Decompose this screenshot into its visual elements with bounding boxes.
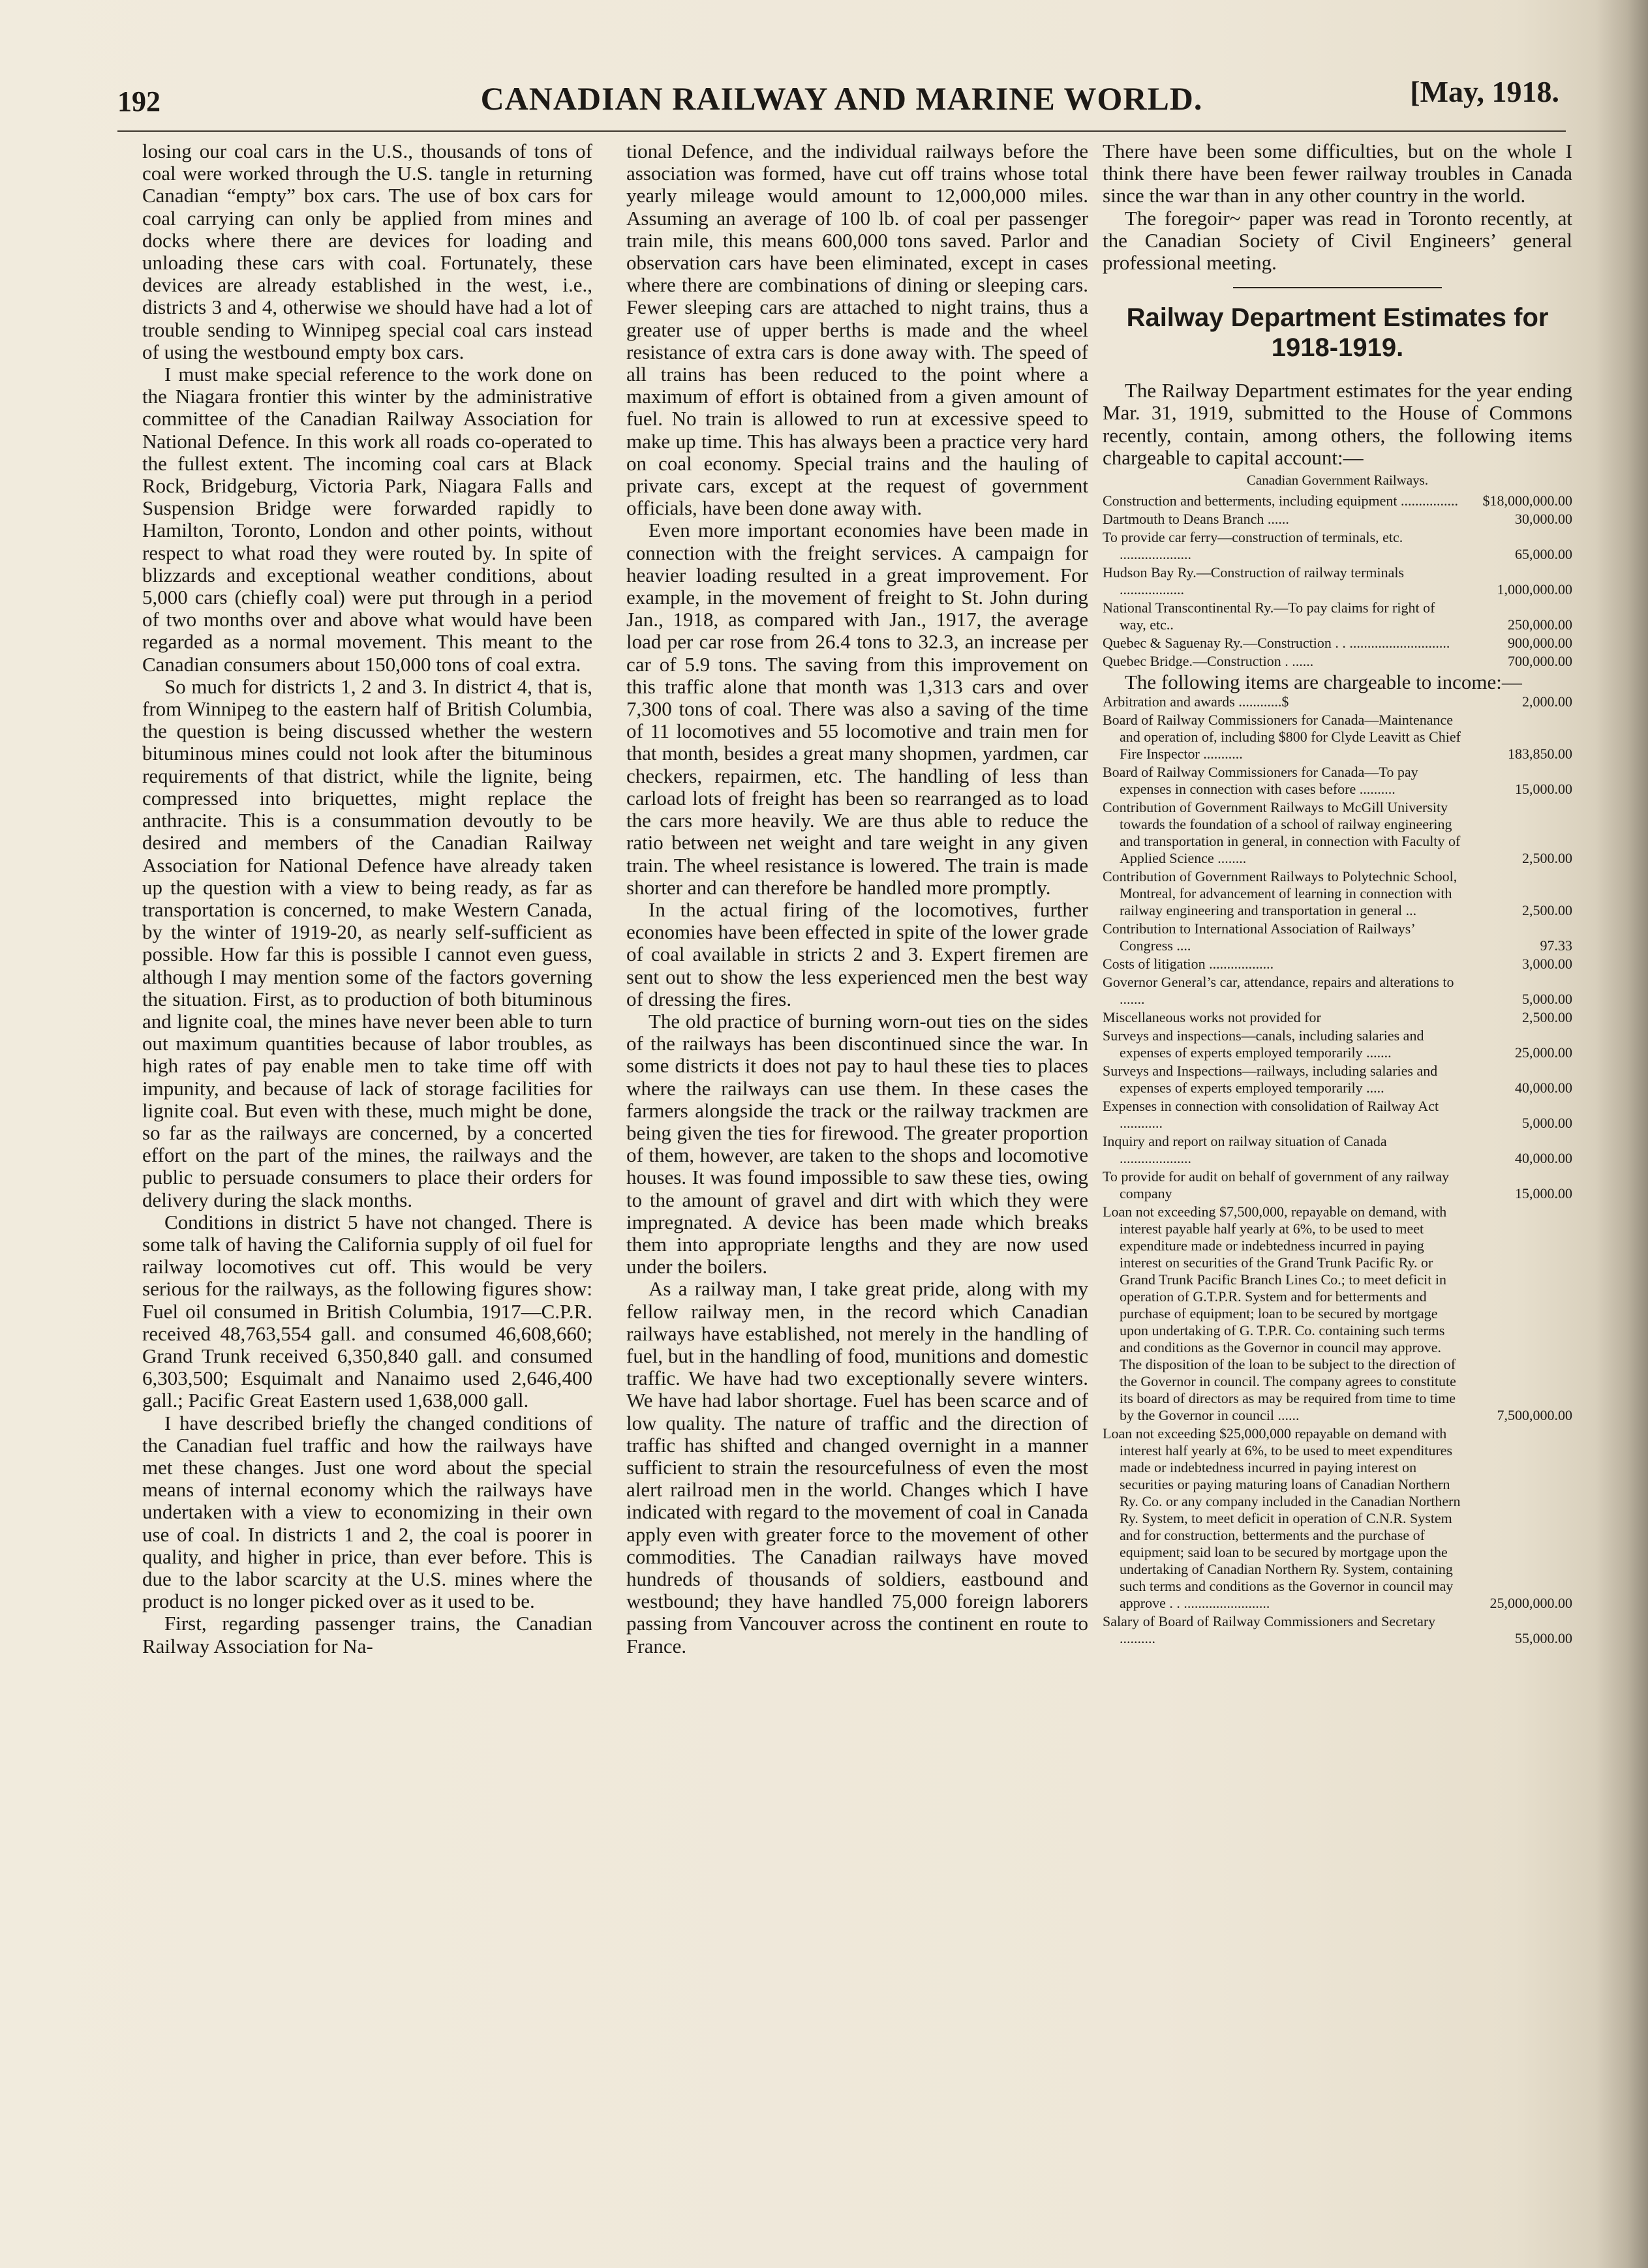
estimate-item [1103, 868, 1572, 919]
estimate-description: To provide for audit on behalf of government of any railway company [1103, 1168, 1450, 1202]
estimate-amount: 3,000.00 [1522, 956, 1572, 973]
estimate-amount: $18,000,000.00 [1482, 492, 1572, 509]
estimate-item [1103, 1063, 1572, 1096]
estimate-item [1103, 1027, 1572, 1061]
estimate-item [1103, 653, 1572, 670]
estimate-amount: 15,000.00 [1515, 1185, 1572, 1202]
estimate-description: Loan not exceeding $25,000,000 repayable on demand with interest half yearly at 6%, to be used to meet expenditures made or indebtedness incurred in paying interest on securities or paying maturing loans of Canadian Northern Ry. Co. or any company included in the Canadian Northern Ry. System, to meet deficit in operation of C.N.R. System and for construction, betterments and the purchase of equipment; said loan to be secured by mortgage upon the undertaking of Canadian Northern Ry. System, containing such terms and conditions as the Governor in council may approve . . ........................ [1103, 1425, 1461, 1612]
estimate-amount: 7,500,000.00 [1497, 1407, 1572, 1424]
estimate-item [1103, 492, 1572, 509]
schedule-heading: Canadian Government Railways. [1246, 472, 1429, 489]
estimate-description: Surveys and inspections—canals, including salaries and expenses of experts employed temporarily ....... [1103, 1027, 1424, 1061]
estimate-amount: 15,000.00 [1515, 781, 1572, 798]
estimate-amount: 5,000.00 [1522, 991, 1572, 1008]
paragraph: As a railway man, I take great pride, along with my fellow railway men, in the record which Canadian railways have established, not merely in the handling of fuel, but in the handling of food, munitions and domestic traffic. We have had two exceptionally severe winters. We have had labor shortage. Fuel has been scarce and of low quality. The nature of traffic and the direction of traffic has shifted and changed overnight in a manner sufficient to strain the resourcefulness of even the most alert railroad men in the world. Changes which I have indicated with regard to the movement of coal in Canada apply even with greater force to the movement of other commodities. The Canadian railways have moved hundreds of thousands of soldiers, eastbound and westbound; they have handled 75,000 foreign laborers passing from Vancouver across the continent en route to France. [626, 1277, 1088, 1657]
estimate-description: To provide car ferry—construction of terminals, etc. .................... [1103, 529, 1403, 563]
estimate-amount: 25,000,000.00 [1489, 1595, 1572, 1612]
estimate-item [1103, 635, 1572, 652]
estimate-item [1103, 920, 1572, 954]
estimate-description: Construction and betterments, including equipment ................ [1103, 492, 1459, 509]
paragraph: losing our coal cars in the U.S., thousands of tons of coal were worked through the U.S. tangle in returning Canadian “empty” box cars. The use of box cars for coal carrying can only be applied from mines and docks where there are devices for loading and unloading these cars with coal. Fortunately, these devices are already established in the west, i.e., districts 3 and 4, otherwise we should have had a lot of trouble sending to Winnipeg special coal cars instead of using the westbound empty box cars. [142, 140, 592, 363]
estimate-description: Quebec Bridge.—Construction . ...... [1103, 653, 1314, 670]
estimate-description: Hudson Bay Ry.—Construction of railway terminals .................. [1103, 564, 1405, 598]
issue-date: [May, 1918. [1410, 75, 1559, 108]
paragraph: I must make special reference to the work done on the Niagara frontier this winter by the administrative committee of the Canadian Railway Association for National Defence. In this work all roads co-operated to the fullest extent. The incoming coal cars at Black Rock, Bridgeburg, Victoria Park, Niagara Falls and Suspension Bridge were forwarded rapidly to Hamilton, Toronto, London and other points, without respect to what road they were routed by. In spite of blizzards and exceptional weather conditions, about 5,000 cars (chiefly coal) were put through in a period of two months over and above what would have been regarded as a normal movement. This meant to the Canadian consumers about 150,000 tons of coal extra. [142, 363, 592, 676]
page-header [117, 65, 1566, 124]
estimate-item [1103, 1009, 1572, 1026]
estimate-item [1103, 1203, 1572, 1424]
estimate-description: Surveys and Inspections—railways, including salaries and expenses of experts employed temporarily ..... [1103, 1063, 1438, 1096]
header-rule [117, 130, 1566, 132]
paragraph: Even more important economies have been made in connection with the freight services. A campaign for heavier loading resulted in a great improvement. For example, in the movement of freight to St. John during Jan., 1918, as compared with Jan., 1917, the average load per car rose from 26.4 tons to 32.3, an increase per car of 5.9 tons. The saving from this improvement on this traffic alone that month was 1,313 cars and over 7,300 tons of coal. There was also a saving of the time of 11 locomotives and 55 locomotive and train men for that month, besides a great many shopmen, yardmen, car checkers, repairmen, etc. The handling of less than carload lots of freight has been so rearranged as to load the cars more heavily. We are thus able to reduce the ratio between net weight and tare weight in any given train. The wheel resistance is lowered. The train is made shorter and can therefore be handled more promptly. [626, 519, 1088, 899]
estimate-item [1103, 1098, 1572, 1132]
estimate-amount: 2,000.00 [1522, 693, 1572, 710]
estimate-amount: 700,000.00 [1508, 653, 1572, 670]
page-number: 192 [117, 85, 160, 117]
estimate-item [1103, 693, 1572, 710]
paragraph: Conditions in district 5 have not changed. There is some talk of having the California supply of oil fuel for railway locomotives cut off. This would be very serious for the railways, as the following figures show: Fuel oil consumed in British Columbia, 1917—C.P.R. received 48,763,554 gall. and consumed 46,608,660; Grand Trunk received 6,350,840 gall. and consumed 6,303,500; Esquimalt and Nanaimo used 2,646,400 gall.; Pacific Great Eastern used 1,638,000 gall. [142, 1210, 592, 1412]
estimate-description: Loan not exceeding $7,500,000, repayable on demand, with interest payable half yearly at 6%, to be used to meet expenditure made or indebtedness incurred in paying interest on securities of the Grand Trunk Pacific Ry. or Grand Trunk Pacific Branch Lines Co.; to meet deficit in operation of G.T.P.R. System and for betterments and purchase of equipment; loan to be secured by mortgage upon undertaking of G. T.P.R. Co. containing such terms and conditions as the Governor in council may approve. The disposition of the loan to be subject to the direction of the Governor in council. The company agrees to constitute its board of directors as may be required from time to time by the Governor in council ...... [1103, 1203, 1456, 1424]
estimate-description: Board of Railway Commissioners for Canada—Maintenance and operation of, including $800 for Clyde Leavitt as Chief Fire Inspector ........... [1103, 712, 1461, 763]
estimate-amount: 65,000.00 [1515, 546, 1572, 563]
estimate-item [1103, 599, 1572, 633]
estimate-item [1103, 1613, 1572, 1647]
paragraph: In the actual firing of the locomotives, further economies have been effected in spite of the lower grade of coal available in stricts 2 and 3. Expert firemen are sent out to show the less experienced men the best way of dressing the fires. [626, 898, 1088, 1010]
estimate-description: Inquiry and report on railway situation of Canada .................... [1103, 1133, 1387, 1167]
estimate-description: National Transcontinental Ry.—To pay claims for right of way, etc.. [1103, 599, 1435, 633]
estimate-item [1103, 564, 1572, 598]
estimate-amount: 1,000,000.00 [1497, 581, 1572, 598]
estimate-item [1103, 764, 1572, 798]
estimate-description: Contribution of Government Railways to McGill University towards the foundation of a school of railway engineering and transportation in general, in connection with Faculty of Applied Science ........ [1103, 799, 1461, 867]
estimate-item [1103, 529, 1572, 563]
estimate-amount: 5,000.00 [1522, 1115, 1572, 1132]
estimate-amount: 2,500.00 [1522, 850, 1572, 867]
estimate-amount: 25,000.00 [1515, 1044, 1572, 1061]
paragraph: The old practice of burning worn-out ties on the sides of the railways has been discontinued since the war. In some districts it does not pay to haul these ties to places where the railways can use them. In these cases the farmers alongside the track or the railway trackmen are being given the ties for firewood. The greater proportion of them, however, are taken to the shops and locomotive houses. It was found impossible to saw these ties, owing to the amount of gravel and dirt with which they were impregnated. A device has been made which breaks them into appropriate lengths and they are now used under the boilers. [626, 1009, 1088, 1278]
page-spine-shadow [1596, 0, 1648, 2268]
estimate-item [1103, 1133, 1572, 1167]
paragraph: So much for districts 1, 2 and 3. In district 4, that is, from Winnipeg to the eastern half of British Columbia, the question is being discussed whether the western bituminous mines could not look after the bituminous requirements of that district, while the lignite, being compressed into briquettes, might replace the anthracite. This is a consummation devoutly to be desired and members of the Canadian Railway Association for National Defence have already taken up the question with a view to being ready, as far as transportation is concerned, to make Western Canada, by the winter of 1919-20, as nearly self-sufficient as possible. How far this is possible I cannot even guess, although I may mention some of the factors governing the situation. First, as to production of both bituminous and lignite coal, the mines have never been able to turn out maximum quantities because of labor troubles, as high rates of pay enable men to take time off with impunity, and because of lack of storage facilities for lignite coal. But even with these, much might be done, so far as the railways are concerned, by a concerted effort on the part of the mines, the railways and the public to persuade consumers to place their orders for delivery during the slack months. [142, 674, 592, 1211]
paragraph: The foregoir~ paper was read in Toronto recently, at the Canadian Society of Civil Engineers’ general professional meeting. [1103, 206, 1572, 275]
estimate-description: Expenses in connection with consolidation of Railway Act ............ [1103, 1098, 1439, 1132]
estimate-item [1103, 1425, 1572, 1612]
estimate-item [1103, 956, 1572, 973]
estimate-description: Salary of Board of Railway Commissioners and Secretary .......... [1103, 1613, 1436, 1647]
article-title: Railway Department Estimates for 1918-1919. [1126, 303, 1549, 363]
estimate-description: Costs of litigation .................. [1103, 956, 1274, 973]
estimate-description: Governor General’s car, attendance, repairs and alterations to ....... [1103, 974, 1454, 1008]
column-3 [1103, 140, 1572, 2234]
estimate-amount: 250,000.00 [1508, 616, 1572, 633]
estimate-item [1103, 1168, 1572, 1202]
estimate-amount: 40,000.00 [1515, 1150, 1572, 1167]
estimate-amount: 55,000.00 [1515, 1630, 1572, 1647]
estimate-amount: 2,500.00 [1522, 1009, 1572, 1026]
estimate-amount: 40,000.00 [1515, 1080, 1572, 1096]
estimate-amount: 2,500.00 [1522, 902, 1572, 919]
column-2 [626, 140, 1088, 2234]
journal-title: CANADIAN RAILWAY AND MARINE WORLD. [480, 80, 1203, 117]
column-1 [142, 140, 592, 2234]
estimate-description: Arbitration and awards ............$ [1103, 693, 1289, 710]
estimate-item [1103, 712, 1572, 763]
estimate-amount: 183,850.00 [1508, 746, 1572, 763]
paragraph: There have been some difficulties, but on the whole I think there have been fewer railway troubles in Canada since the war than in any other country in the world. [1103, 140, 1572, 207]
paragraph: First, regarding passenger trains, the Canadian Railway Association for Na- [142, 1612, 592, 1657]
capital-estimates-list [1103, 492, 1572, 670]
estimate-description: Miscellaneous works not provided for [1103, 1009, 1321, 1026]
estimate-description: Contribution to International Association of Railways’ Congress .... [1103, 920, 1415, 954]
paragraph: The Railway Department estimates for the year ending Mar. 31, 1919, submitted to the House of Commons recently, contain, among others, the following items chargeable to capital account:— [1103, 379, 1572, 469]
estimate-amount: 30,000.00 [1515, 511, 1572, 528]
estimate-description: Contribution of Government Railways to Polytechnic School, Montreal, for advancement of learning in connection with railway engineering and transportation in general ... [1103, 868, 1457, 919]
estimate-amount: 900,000.00 [1508, 635, 1572, 652]
estimate-item [1103, 799, 1572, 867]
estimate-description: Quebec & Saguenay Ry.—Construction . . ............................ [1103, 635, 1450, 652]
paragraph: The following items are chargeable to income:— [1125, 671, 1522, 694]
section-divider [1233, 287, 1442, 288]
paragraph: tional Defence, and the individual railways before the association was formed, have cut off trains whose total yearly mileage would amount to 12,000,000 miles. Assuming an average of 100 lb. of coal per passenger train mile, this means 600,000 tons saved. Parlor and observation cars have been eliminated, except in cases where there are combinations of dining or sleeping cars. Fewer sleeping cars are attached to night trains, thus a greater use of upper berths is made and the wheel resistance of extra cars is done away with. The speed of all trains has been reduced to the point where a maximum of effort is obtained from a given amount of fuel. No train is allowed to run at excessive speed to make up time. This has always been a practice very hard on coal economy. Special trains and the hauling of private cars, except at the request of government officials, have been done away with. [626, 140, 1088, 520]
income-estimates-list [1103, 693, 1572, 1647]
estimate-item [1103, 974, 1572, 1008]
estimate-description: Board of Railway Commissioners for Canada—To pay expenses in connection with cases before .......... [1103, 764, 1418, 798]
estimate-description: Dartmouth to Deans Branch ...... [1103, 511, 1289, 528]
estimate-amount: 97.33 [1540, 937, 1572, 954]
estimate-item [1103, 511, 1572, 528]
paragraph: I have described briefly the changed conditions of the Canadian fuel traffic and how the railways have met these changes. Just one word about the special means of internal economy which the railways have undertaken with a view to economizing in their own use of coal. In districts 1 and 2, the coal is poorer in quality, and higher in price, than ever before. This is due to the labor scarcity at the U.S. mines where the product is no longer picked over as it used to be. [142, 1411, 592, 1613]
